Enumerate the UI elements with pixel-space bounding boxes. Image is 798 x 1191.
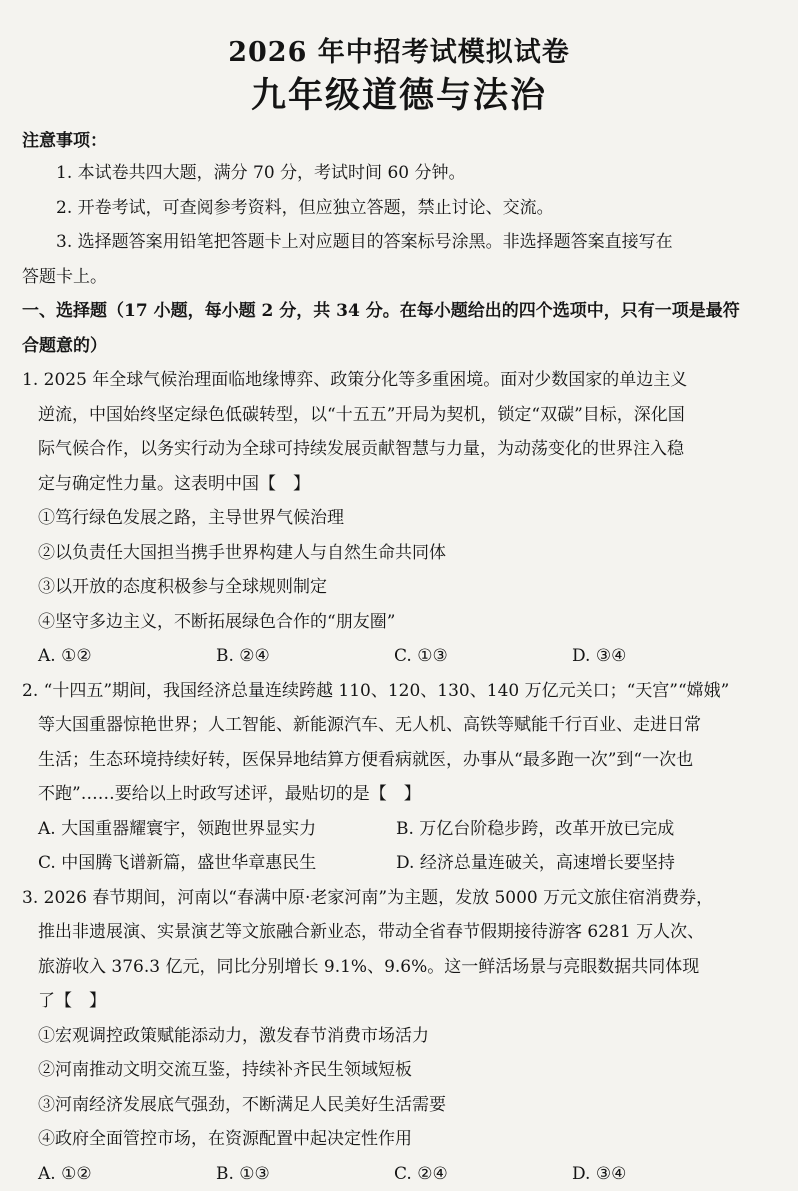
notice-line: 1. 本试卷共四大题，满分 70 分，考试时间 60 分钟。 — [22, 156, 776, 191]
subject-title: 九年级道德与法治 — [22, 72, 776, 120]
option-d: D. ③④ — [572, 639, 750, 674]
answer-options — [22, 639, 776, 674]
statement-item: ①宏观调控政策赋能添动力，激发春节消费市场活力 — [22, 1019, 776, 1054]
option-d: D. ③④ — [572, 1157, 750, 1191]
question-1 — [22, 363, 776, 674]
question-stem: 定与确定性力量。这表明中国【 】 — [22, 467, 776, 502]
option-b: B. 万亿台阶稳步跨，改革开放已完成 — [396, 812, 754, 847]
option-c: C. 中国腾飞谱新篇，盛世华章惠民生 — [38, 846, 396, 881]
notice-heading: 注意事项： — [22, 126, 776, 156]
notice-line: 2. 开卷考试，可查阅参考资料，但应独立答题，禁止讨论、交流。 — [22, 191, 776, 226]
notice-line: 答题卡上。 — [22, 260, 776, 295]
question-stem: 逆流，中国始终坚定绿色低碳转型，以“十五五”开局为契机，锁定“双碳”目标，深化国 — [22, 398, 776, 433]
statement-item: ①笃行绿色发展之路，主导世界气候治理 — [22, 501, 776, 536]
option-b: B. ②④ — [216, 639, 394, 674]
option-a: A. 大国重器耀寰宇，领跑世界显实力 — [38, 812, 396, 847]
option-a: A. ①② — [38, 639, 216, 674]
option-c: C. ①③ — [394, 639, 572, 674]
question-stem: 等大国重器惊艳世界；人工智能、新能源汽车、无人机、高铁等赋能千行百业、走进日常 — [22, 708, 776, 743]
question-stem: 了【 】 — [22, 984, 776, 1019]
question-stem: 生活；生态环境持续好转，医保异地结算方便看病就医，办事从“最多跑一次”到“一次也 — [22, 743, 776, 778]
question-stem: 1. 2025 年全球气候治理面临地缘博弈、政策分化等多重困境。面对少数国家的单边主义 — [22, 363, 776, 398]
question-stem: 际气候合作，以务实行动为全球可持续发展贡献智慧与力量，为动荡变化的世界注入稳 — [22, 432, 776, 467]
exam-title: 2026 年中招考试模拟试卷 — [22, 36, 776, 70]
notice-line: 3. 选择题答案用铅笔把答题卡上对应题目的答案标号涂黑。非选择题答案直接写在 — [22, 225, 776, 260]
option-a: A. ①② — [38, 1157, 216, 1191]
statement-item: ④政府全面管控市场，在资源配置中起决定性作用 — [22, 1122, 776, 1157]
section-heading: 合题意的） — [22, 329, 776, 364]
answer-options — [22, 812, 776, 847]
option-b: B. ①③ — [216, 1157, 394, 1191]
question-stem: 旅游收入 376.3 亿元，同比分别增长 9.1%、9.6%。这一鲜活场景与亮眼数据共同体现 — [22, 950, 776, 985]
question-stem: 推出非遗展演、实景演艺等文旅融合新业态，带动全省春节假期接待游客 6281 万人次、 — [22, 915, 776, 950]
statement-item: ③河南经济发展底气强劲，不断满足人民美好生活需要 — [22, 1088, 776, 1123]
statement-item: ④坚守多边主义，不断拓展绿色合作的“朋友圈” — [22, 605, 776, 640]
statement-item: ③以开放的态度积极参与全球规则制定 — [22, 570, 776, 605]
question-stem: 2. “十四五”期间，我国经济总量连续跨越 110、120、130、140 万亿元关口；“天宫”“嫦娥” — [22, 674, 776, 709]
answer-options — [22, 1157, 776, 1191]
statement-item: ②以负责任大国担当携手世界构建人与自然生命共同体 — [22, 536, 776, 571]
section-heading: 一、选择题（17 小题，每小题 2 分，共 34 分。在每小题给出的四个选项中，只有一项是最符 — [22, 294, 776, 329]
statement-item: ②河南推动文明交流互鉴，持续补齐民生领域短板 — [22, 1053, 776, 1088]
option-c: C. ②④ — [394, 1157, 572, 1191]
question-stem: 不跑”……要给以上时政写述评，最贴切的是【 】 — [22, 777, 776, 812]
answer-options — [22, 846, 776, 881]
question-3 — [22, 881, 776, 1191]
question-2 — [22, 674, 776, 881]
question-stem: 3. 2026 春节期间，河南以“春满中原·老家河南”为主题，发放 5000 万元文旅住宿消费券， — [22, 881, 776, 916]
option-d: D. 经济总量连破关，高速增长要坚持 — [396, 846, 754, 881]
